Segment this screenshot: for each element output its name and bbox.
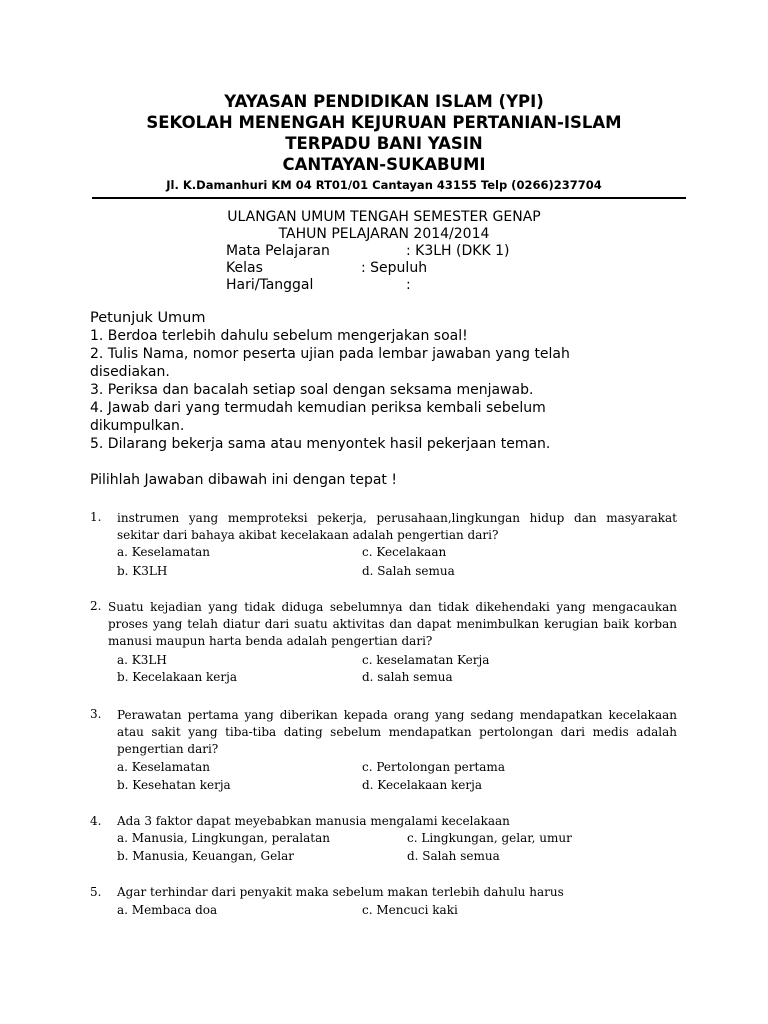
subject-value: : K3LH (DKK 1) xyxy=(406,243,510,259)
class-label: Kelas xyxy=(226,260,263,276)
answer-option: c. Lingkungan, gelar, umur xyxy=(407,831,572,845)
question-number: 4. xyxy=(90,814,102,828)
instruction-item: 2. Tulis Nama, nomor peserta ujian pada lembar jawaban yang telah xyxy=(90,346,570,362)
header-divider xyxy=(92,197,686,199)
exam-title: ULANGAN UMUM TENGAH SEMESTER GENAP xyxy=(227,209,541,225)
answer-option: c. Mencuci kaki xyxy=(362,903,458,917)
answer-option: b. K3LH xyxy=(117,564,168,578)
school-address: Jl. K.Damanhuri KM 04 RT01/01 Cantayan 43155 Telp (0266)237704 xyxy=(166,178,602,192)
question-number: 2. xyxy=(90,599,102,613)
school-name-title: SEKOLAH MENENGAH KEJURUAN PERTANIAN-ISLAM xyxy=(146,113,622,132)
answer-option: c. Kecelakaan xyxy=(362,545,447,559)
school-subname-title: TERPADU BANI YASIN xyxy=(285,134,483,153)
answer-option: b. Kecelakaan kerja xyxy=(117,670,237,684)
answer-option: d. Salah semua xyxy=(362,564,455,578)
answer-option: a. Manusia, Lingkungan, peralatan xyxy=(117,831,330,845)
question-number: 3. xyxy=(90,707,102,721)
answer-option: c. keselamatan Kerja xyxy=(362,653,490,667)
instructions-heading: Petunjuk Umum xyxy=(90,310,206,326)
instruction-item: disediakan. xyxy=(90,364,170,380)
exam-year: TAHUN PELAJARAN 2014/2014 xyxy=(278,226,490,242)
answer-option: d. salah semua xyxy=(362,670,453,684)
answer-option: b. Manusia, Keuangan, Gelar xyxy=(117,849,294,863)
answer-option: a. Membaca doa xyxy=(117,903,218,917)
answer-option: d. Kecelakaan kerja xyxy=(362,778,482,792)
date-label: Hari/Tanggal xyxy=(226,277,314,293)
instructions-prompt: Pilihlah Jawaban dibawah ini dengan tepat ! xyxy=(90,472,397,488)
instruction-item: 1. Berdoa terlebih dahulu sebelum mengerjakan soal! xyxy=(90,328,468,344)
question-number: 5. xyxy=(90,885,102,899)
answer-option: d. Salah semua xyxy=(407,849,500,863)
question-text: Suatu kejadian yang tidak diduga sebelumnya dan tidak dikehendaki yang mengacaukan proses yang telah diatur dari suatu aktivitas dan dapat menimbulkan kerugian baik korban manusi maupun harta benda adalah pengertian dari? xyxy=(108,600,677,648)
question-text: Agar terhindar dari penyakit maka sebelum makan terlebih dahulu harus xyxy=(117,885,564,899)
instruction-item: 4. Jawab dari yang termudah kemudian periksa kembali sebelum xyxy=(90,400,546,416)
answer-option: b. Kesehatan kerja xyxy=(117,778,231,792)
class-value: : Sepuluh xyxy=(361,260,428,276)
school-location-title: CANTAYAN-SUKABUMI xyxy=(282,155,486,174)
question-text: Ada 3 faktor dapat meyebabkan manusia mengalami kecelakaan xyxy=(117,814,510,828)
answer-option: a. K3LH xyxy=(117,653,167,667)
answer-option: c. Pertolongan pertama xyxy=(362,760,505,774)
date-value: : xyxy=(406,277,411,293)
instruction-item: dikumpulkan. xyxy=(90,418,185,434)
answer-option: a. Keselamatan xyxy=(117,760,211,774)
school-foundation-title: YAYASAN PENDIDIKAN ISLAM (YPI) xyxy=(224,92,544,111)
instruction-item: 3. Periksa dan bacalah setiap soal dengan seksama menjawab. xyxy=(90,382,534,398)
question-number: 1. xyxy=(90,510,102,524)
question-text: instrumen yang memproteksi pekerja, perusahaan,lingkungan hidup dan masyarakat sekitar dari bahaya akibat kecelakaan adalah pengertian dari? xyxy=(117,511,677,542)
subject-label: Mata Pelajaran xyxy=(226,243,330,259)
question-text: Perawatan pertama yang diberikan kepada orang yang sedang mendapatkan kecelakaan atau sakit yang tiba-tiba dating sebelum mendapatkan pertolongan dari medis adalah pengertian dari? xyxy=(117,708,677,756)
answer-option: a. Keselamatan xyxy=(117,545,211,559)
instruction-item: 5. Dilarang bekerja sama atau menyontek hasil pekerjaan teman. xyxy=(90,436,551,452)
